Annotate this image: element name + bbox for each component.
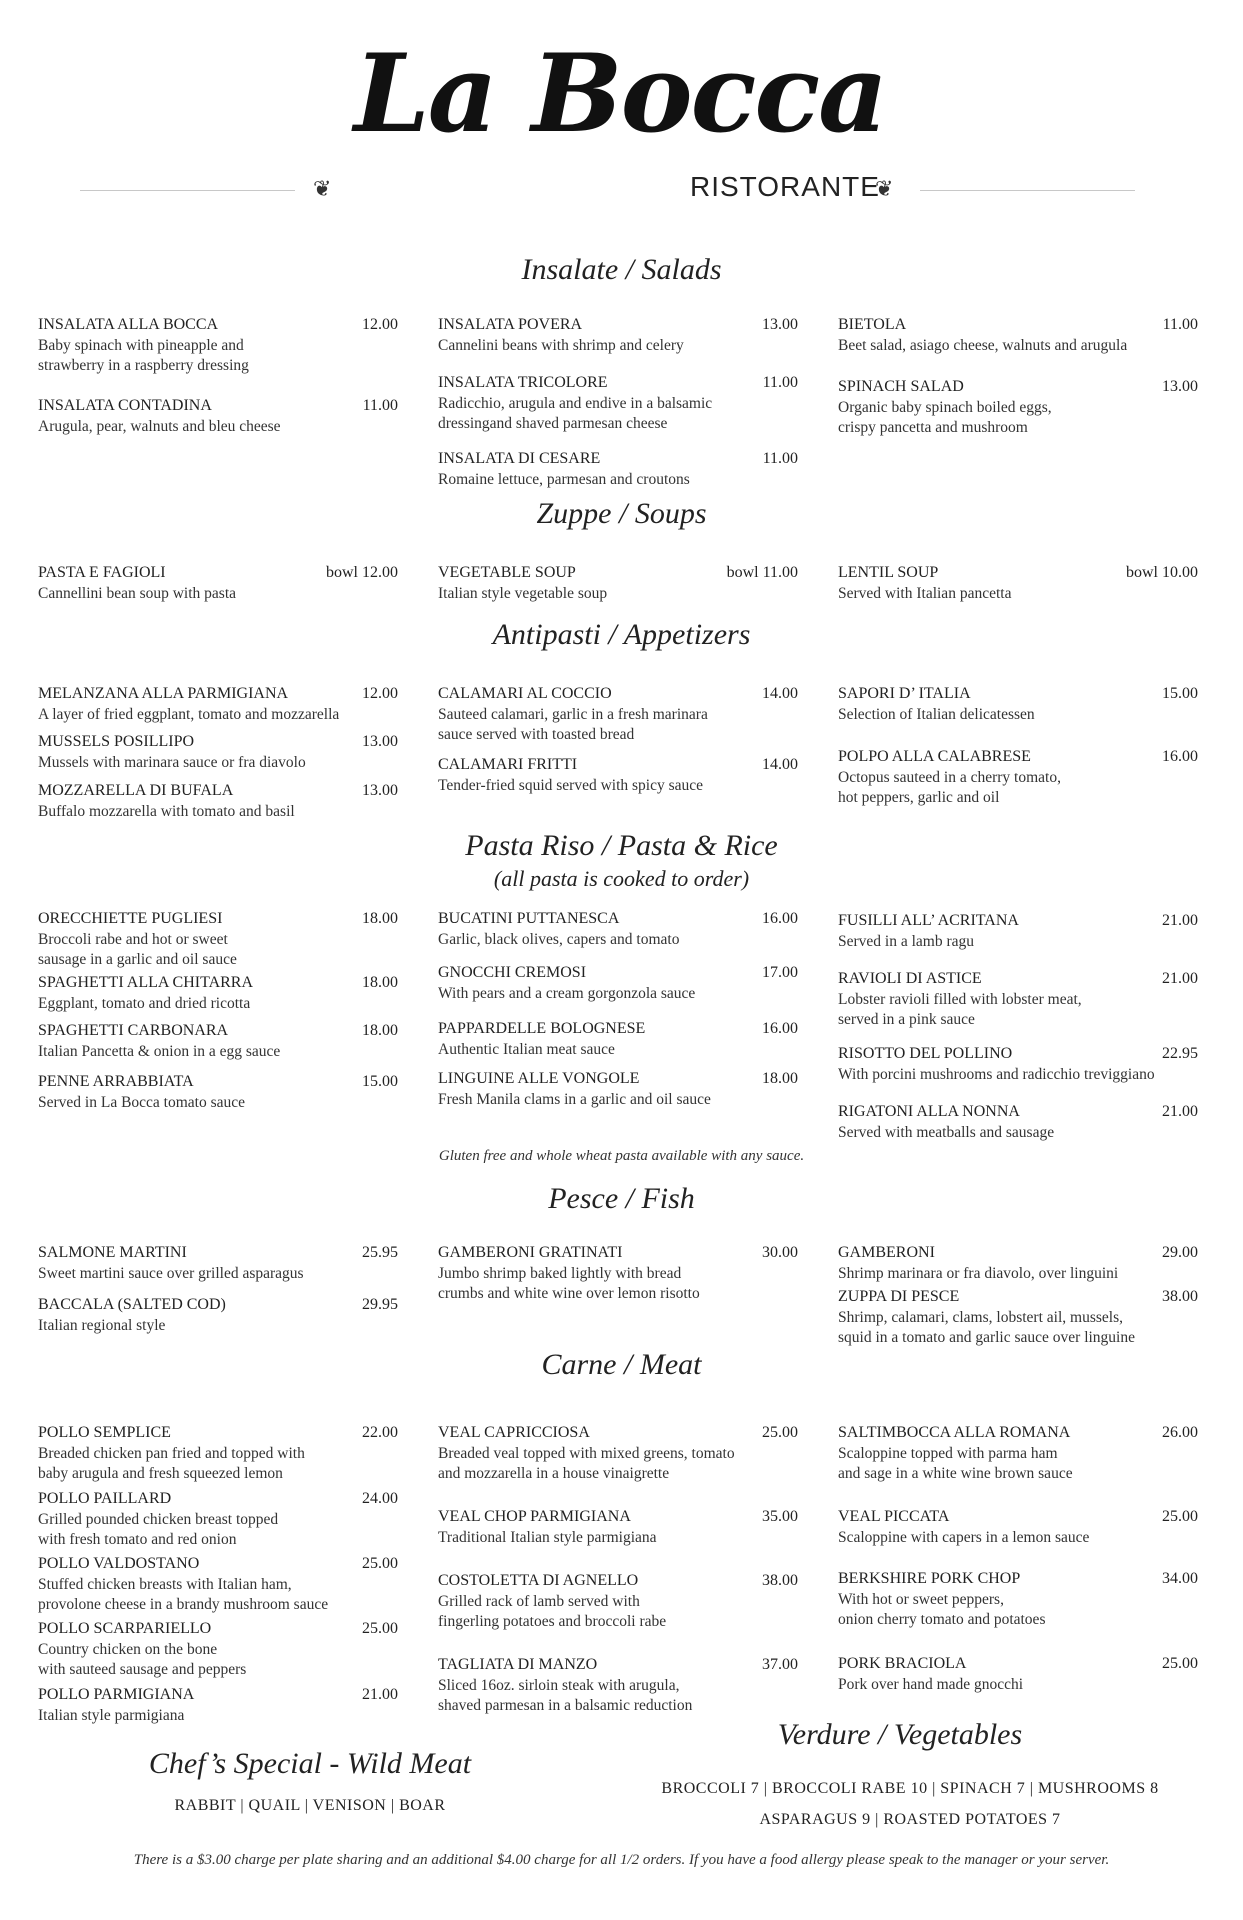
menu-item-description: Breaded chicken pan fried and topped with [38, 1445, 305, 1462]
menu-item-name: CALAMARI FRITTI [438, 756, 578, 773]
header-divider-left [80, 190, 295, 191]
menu-item-price: 11.00 [762, 374, 798, 391]
menu-item-header [438, 910, 798, 930]
menu-item-price: 21.00 [1162, 912, 1198, 929]
menu-item-name: MUSSELS POSILLIPO [38, 733, 195, 750]
menu-item-header [438, 1572, 798, 1592]
menu-item-header [838, 1570, 1198, 1590]
menu-item-header [438, 756, 798, 776]
chef-special-items: RABBIT | QUAIL | VENISON | BOAR [174, 1797, 446, 1814]
menu-item-name: BACCALA (SALTED COD) [38, 1296, 226, 1313]
menu-item [38, 564, 398, 604]
menu-item [838, 1288, 1198, 1348]
menu-item-name: FUSILLI ALL’ ACRITANA [838, 912, 1019, 929]
menu-item-header [38, 1022, 398, 1042]
menu-item-description: Pork over hand made gnocchi [838, 1676, 1024, 1693]
menu-item-header [438, 1020, 798, 1040]
menu-item-description: Authentic Italian meat sauce [438, 1041, 615, 1058]
menu-item-header [838, 564, 1198, 584]
menu-item-header [38, 1424, 398, 1444]
menu-item-header [38, 974, 398, 994]
menu-item [38, 1022, 398, 1062]
menu-item-header [838, 378, 1198, 398]
menu-item-description: With hot or sweet peppers, [838, 1591, 1004, 1608]
menu-item-price: 13.00 [1162, 378, 1198, 395]
vegetables-line-2: ASPARAGUS 9 | ROASTED POTATOES 7 [759, 1811, 1061, 1828]
menu-item [38, 1686, 398, 1726]
section-subtitle-pasta: (all pasta is cooked to order) [493, 866, 750, 891]
menu-item-description: Romaine lettuce, parmesan and croutons [438, 471, 690, 488]
header-divider-right [920, 190, 1135, 191]
menu-item-price: 18.00 [362, 974, 398, 991]
menu-item-price: 25.00 [1162, 1508, 1198, 1525]
menu-item-price: 15.00 [1162, 685, 1198, 702]
menu-item-header [838, 1288, 1198, 1308]
menu-item-header [38, 316, 398, 336]
menu-item-description: Jumbo shrimp baked lightly with bread [438, 1265, 682, 1282]
menu-item-price: 25.00 [1162, 1655, 1198, 1672]
menu-item-header [838, 912, 1198, 932]
menu-item-description: Cannellini bean soup with pasta [38, 585, 237, 602]
menu-item-name: BUCATINI PUTTANESCA [438, 910, 620, 927]
menu-item-header [38, 733, 398, 753]
menu-item-description: Sliced 16oz. sirloin steak with arugula, [438, 1677, 680, 1694]
menu-item-description: Cannelini beans with shrimp and celery [438, 337, 684, 354]
menu-item-name: PASTA E FAGIOLI [38, 564, 166, 581]
menu-item-name: LINGUINE ALLE VONGOLE [438, 1070, 640, 1087]
menu-item-description: Garlic, black olives, capers and tomato [438, 931, 680, 948]
menu-item-description: Traditional Italian style parmigiana [438, 1529, 657, 1546]
section-title-meat: Carne / Meat [541, 1348, 702, 1381]
menu-item-name: POLLO PAILLARD [38, 1490, 172, 1507]
menu-header [0, 0, 1243, 215]
menu-item-name: POLLO SEMPLICE [38, 1424, 171, 1441]
menu-item-description: sauce served with toasted bread [438, 726, 635, 743]
flourish-left-icon: ❦ [313, 176, 332, 201]
menu-item-price: 11.00 [362, 397, 398, 414]
menu-item-description: shaved parmesan in a balsamic reduction [438, 1697, 693, 1714]
menu-item-description: Italian Pancetta & onion in a egg sauce [38, 1043, 281, 1060]
menu-item-price: 18.00 [362, 910, 398, 927]
menu-item [38, 1073, 398, 1113]
menu-item [438, 756, 798, 796]
menu-item-description: Stuffed chicken breasts with Italian ham, [38, 1576, 292, 1593]
menu-item-price: 25.00 [362, 1555, 398, 1572]
menu-item-description: Scaloppine topped with parma ham [838, 1445, 1058, 1462]
menu-item-description: baby arugula and fresh squeezed lemon [38, 1465, 283, 1482]
menu-item-name: BIETOLA [838, 316, 907, 333]
menu-item-description: Grilled rack of lamb served with [438, 1593, 640, 1610]
menu-item-header [838, 1424, 1198, 1444]
menu-item-price: 15.00 [362, 1073, 398, 1090]
menu-item-description: crispy pancetta and mushroom [838, 419, 1028, 436]
menu-item-price: 14.00 [762, 685, 798, 702]
menu-item-description: Sweet martini sauce over grilled asparagus [38, 1265, 304, 1282]
menu-item-description: and mozzarella in a house vinaigrette [438, 1465, 670, 1482]
menu-item-name: SPAGHETTI CARBONARA [38, 1022, 229, 1039]
menu-item-description: Eggplant, tomato and dried ricotta [38, 995, 251, 1012]
menu-item-name: SAPORI D’ ITALIA [838, 685, 971, 702]
restaurant-logo: La Bocca [353, 31, 887, 157]
menu-item-description: and sage in a white wine brown sauce [838, 1465, 1073, 1482]
menu-item-price: 21.00 [1162, 1103, 1198, 1120]
menu-item-name: ZUPPA DI PESCE [838, 1288, 960, 1305]
menu-item-name: INSALATA ALLA BOCCA [38, 316, 219, 333]
menu-item-header [838, 748, 1198, 768]
menu-item-price: 25.00 [362, 1620, 398, 1637]
menu-item-header [838, 1103, 1198, 1123]
vegetables-title: Verdure / Vegetables [777, 1718, 1023, 1751]
menu-item [438, 1656, 798, 1716]
menu-item-description: sausage in a garlic and oil sauce [38, 951, 237, 968]
menu-item-description: Country chicken on the bone [38, 1641, 218, 1658]
menu-item [438, 564, 798, 604]
menu-item-price: 21.00 [362, 1686, 398, 1703]
menu-item-price: bowl 10.00 [1126, 564, 1198, 581]
menu-item-name: INSALATA POVERA [438, 316, 583, 333]
menu-item-description: Grilled pounded chicken breast topped [38, 1511, 279, 1528]
menu-item-name: VEAL CHOP PARMIGIANA [438, 1508, 631, 1525]
menu-item-header [438, 374, 798, 394]
menu-item-name: VEGETABLE SOUP [438, 564, 576, 581]
menu-item-price: 16.00 [762, 910, 798, 927]
menu-item [38, 397, 398, 437]
menu-item-header [838, 970, 1198, 990]
menu-item-header [38, 1244, 398, 1264]
menu-item-price: 17.00 [762, 964, 798, 981]
menu-item-price: 13.00 [362, 733, 398, 750]
menu-item-description: Broccoli rabe and hot or sweet [38, 931, 228, 948]
menu-item-name: MELANZANA ALLA PARMIGIANA [38, 685, 289, 702]
menu-item-price: 11.00 [762, 450, 798, 467]
menu-item-description: Served with Italian pancetta [838, 585, 1012, 602]
menu-item [838, 1570, 1198, 1630]
menu-item [438, 910, 798, 950]
menu-item-header [838, 1244, 1198, 1264]
menu-item-description: Breaded veal topped with mixed greens, tomato [438, 1445, 735, 1462]
menu-item-name: POLLO PARMIGIANA [38, 1686, 195, 1703]
menu-item-name: INSALATA DI CESARE [438, 450, 601, 467]
menu-item-description: Buffalo mozzarella with tomato and basil [38, 803, 295, 820]
menu-item-price: 38.00 [1162, 1288, 1198, 1305]
menu-item-description: Scaloppine with capers in a lemon sauce [838, 1529, 1090, 1546]
menu-item-header [38, 1073, 398, 1093]
menu-item [38, 685, 398, 725]
menu-item-header [438, 450, 798, 470]
menu-item [838, 1244, 1198, 1284]
menu-item [38, 1244, 398, 1284]
menu-item-header [38, 1620, 398, 1640]
menu-item [438, 685, 798, 745]
menu-item-header [438, 316, 798, 336]
menu-item [438, 1070, 798, 1110]
flourish-right-icon: ❦ [875, 176, 894, 201]
menu-item-name: VEAL PICCATA [838, 1508, 950, 1525]
menu-item-description: Fresh Manila clams in a garlic and oil sauce [438, 1091, 711, 1108]
menu-item-description: Served in La Bocca tomato sauce [38, 1094, 246, 1111]
menu-item-price: 13.00 [762, 316, 798, 333]
menu-item-name: TAGLIATA DI MANZO [438, 1656, 598, 1673]
menu-item-price: 16.00 [1162, 748, 1198, 765]
pasta-note: Gluten free and whole wheat pasta available with any sauce. [438, 1148, 805, 1164]
menu-item-header [38, 1555, 398, 1575]
vegetables-line-1: BROCCOLI 7 | BROCCOLI RABE 10 | SPINACH 7 | MUSHROOMS 8 [661, 1780, 1159, 1797]
menu-item-header [838, 316, 1198, 336]
menu-item-description: Organic baby spinach boiled eggs, [838, 399, 1052, 416]
menu-item-price: 18.00 [762, 1070, 798, 1087]
menu-item-price: 37.00 [762, 1656, 798, 1673]
menu-item-description: With pears and a cream gorgonzola sauce [438, 985, 696, 1002]
menu-item-name: POLPO ALLA CALABRESE [838, 748, 1031, 765]
section-title-soups: Zuppe / Soups [536, 497, 707, 530]
menu-item-description: Baby spinach with pineapple and [38, 337, 244, 354]
menu-item [38, 910, 398, 970]
menu-item-description: fingerling potatoes and broccoli rabe [438, 1613, 667, 1630]
menu-item [38, 1620, 398, 1680]
menu-item-header [438, 1244, 798, 1264]
menu-item-name: INSALATA TRICOLORE [438, 374, 608, 391]
menu-item-price: 29.95 [362, 1296, 398, 1313]
menu-item-description: Italian style parmigiana [38, 1707, 185, 1724]
menu-item-header [38, 1490, 398, 1510]
menu-item-description: Served in a lamb ragu [838, 933, 975, 950]
menu-item [438, 374, 798, 434]
chef-special-title: Chef’s Special - Wild Meat [148, 1747, 472, 1780]
menu-item-description: Radicchio, arugula and endive in a balsamic [438, 395, 713, 412]
menu-item-price: 34.00 [1162, 1570, 1198, 1587]
menu-item-price: 18.00 [362, 1022, 398, 1039]
menu-item-name: VEAL CAPRICCIOSA [438, 1424, 590, 1441]
menu-item [438, 964, 798, 1004]
menu-item [838, 1424, 1198, 1484]
menu-item [838, 1045, 1198, 1085]
menu-item-price: 22.00 [362, 1424, 398, 1441]
menu-item [38, 733, 398, 773]
menu-item [838, 564, 1198, 604]
menu-item [438, 1508, 798, 1548]
menu-item-header [838, 1655, 1198, 1675]
menu-item-name: CALAMARI AL COCCIO [438, 685, 612, 702]
menu-item-price: 24.00 [362, 1490, 398, 1507]
menu-item-header [38, 1296, 398, 1316]
menu-item-name: RAVIOLI DI ASTICE [838, 970, 982, 987]
section-title-pasta: Pasta Riso / Pasta & Rice [465, 829, 778, 862]
menu-item-price: 22.95 [1162, 1045, 1198, 1062]
menu-item-description: Arugula, pear, walnuts and bleu cheese [38, 418, 281, 435]
menu-item-header [38, 564, 398, 584]
menu-item [438, 1020, 798, 1060]
menu-item-header [438, 1508, 798, 1528]
menu-item [38, 316, 398, 376]
menu-item-description: Selection of Italian delicatessen [838, 706, 1035, 723]
menu-item-description: hot peppers, garlic and oil [838, 789, 1000, 806]
menu-item-description: Italian regional style [38, 1317, 166, 1334]
menu-item-name: SPAGHETTI ALLA CHITARRA [38, 974, 254, 991]
menu-item-price: 35.00 [762, 1508, 798, 1525]
menu-item-name: POLLO SCARPARIELLO [38, 1620, 212, 1637]
menu-item [438, 316, 798, 356]
menu-item [838, 685, 1198, 725]
menu-item-name: RISOTTO DEL POLLINO [838, 1045, 1013, 1062]
menu-item [438, 1572, 798, 1632]
menu-item-name: SALTIMBOCCA ALLA ROMANA [838, 1424, 1071, 1441]
menu-item-description: Sauteed calamari, garlic in a fresh marinara [438, 706, 708, 723]
menu-item-name: COSTOLETTA DI AGNELLO [438, 1572, 639, 1589]
menu-item-header [38, 782, 398, 802]
restaurant-logo-subtitle: RISTORANTE [690, 171, 880, 202]
menu-item-price: 25.95 [362, 1244, 398, 1261]
menu-item [838, 1103, 1198, 1143]
menu-item-header [438, 685, 798, 705]
menu-item-name: SALMONE MARTINI [38, 1244, 187, 1261]
menu-item-description: onion cherry tomato and potatoes [838, 1611, 1046, 1628]
menu-item-name: PORK BRACIOLA [838, 1655, 967, 1672]
menu-item-price: 14.00 [762, 756, 798, 773]
menu-item [838, 748, 1198, 808]
menu-item [38, 1296, 398, 1336]
menu-item [838, 1508, 1198, 1548]
menu-item-price: 12.00 [362, 685, 398, 702]
menu-item-name: INSALATA CONTADINA [38, 397, 212, 414]
menu-item-description: Lobster ravioli filled with lobster meat, [838, 991, 1082, 1008]
menu-item-description: crumbs and white wine over lemon risotto [438, 1285, 700, 1302]
menu-item-header [38, 910, 398, 930]
menu-item-price: 26.00 [1162, 1424, 1198, 1441]
menu-item-price: 16.00 [762, 1020, 798, 1037]
menu-item-price: bowl 11.00 [726, 564, 798, 581]
section-title-fish: Pesce / Fish [548, 1182, 695, 1215]
menu-item [438, 1424, 798, 1484]
menu-item-name: GAMBERONI GRATINATI [438, 1244, 623, 1261]
menu-item-price: 11.00 [1162, 316, 1198, 333]
menu-item-price: 25.00 [762, 1424, 798, 1441]
menu-item-description: Italian style vegetable soup [438, 585, 608, 602]
menu-item-header [838, 1045, 1198, 1065]
menu-item [438, 450, 798, 490]
footer-note: There is a $3.00 charge per plate sharing and an additional $4.00 charge for all 1/2 orders. If you have a food allergy please speak to the manager or your server. [133, 1852, 1110, 1868]
menu-item-description: squid in a tomato and garlic sauce over linguine [838, 1329, 1135, 1346]
menu-item-description: Octopus sauteed in a cherry tomato, [838, 769, 1061, 786]
menu-item-header [838, 685, 1198, 705]
menu-item-header [438, 1424, 798, 1444]
menu-item-header [438, 564, 798, 584]
menu-item [838, 1655, 1198, 1695]
menu-item-price: bowl 12.00 [326, 564, 398, 581]
menu-item [38, 1490, 398, 1550]
menu-item-name: GNOCCHI CREMOSI [438, 964, 587, 981]
menu-item-name: ORECCHIETTE PUGLIESI [38, 910, 223, 927]
menu-item [438, 1244, 798, 1304]
section-title-salads: Insalate / Salads [521, 253, 722, 286]
menu-item [838, 970, 1198, 1030]
menu-item-name: PENNE ARRABBIATA [38, 1073, 194, 1090]
menu-item-description: served in a pink sauce [838, 1011, 975, 1028]
menu-item-header [838, 1508, 1198, 1528]
menu-item-price: 30.00 [762, 1244, 798, 1261]
menu-item-description: With porcini mushrooms and radicchio treviggiano [838, 1066, 1155, 1083]
menu-item-header [438, 964, 798, 984]
menu-item [838, 912, 1198, 952]
menu-item-description: Shrimp marinara or fra diavolo, over linguini [838, 1265, 1119, 1282]
menu-item-price: 12.00 [362, 316, 398, 333]
section-title-appetizers: Antipasti / Appetizers [492, 618, 751, 651]
menu-item-price: 21.00 [1162, 970, 1198, 987]
menu-item-header [38, 1686, 398, 1706]
menu-item-description: with sauteed sausage and peppers [38, 1661, 247, 1678]
menu-item-name: BERKSHIRE PORK CHOP [838, 1570, 1021, 1587]
menu-item-header [438, 1656, 798, 1676]
menu-item-price: 29.00 [1162, 1244, 1198, 1261]
menu-item-name: POLLO VALDOSTANO [38, 1555, 200, 1572]
menu-item-name: MOZZARELLA DI BUFALA [38, 782, 234, 799]
menu-item-description: A layer of fried eggplant, tomato and mozzarella [38, 706, 340, 723]
menu-item-description: dressingand shaved parmesan cheese [438, 415, 668, 432]
menu-item-header [38, 685, 398, 705]
menu-item-name: LENTIL SOUP [838, 564, 939, 581]
menu-item [838, 378, 1198, 438]
menu-item-description: Beet salad, asiago cheese, walnuts and arugula [838, 337, 1128, 354]
menu-item-description: Served with meatballs and sausage [838, 1124, 1055, 1141]
menu-item [838, 316, 1198, 356]
menu-item-name: SPINACH SALAD [838, 378, 964, 395]
menu-item-description: provolone cheese in a brandy mushroom sauce [38, 1596, 329, 1613]
menu-item [38, 1555, 398, 1615]
menu-item-description: Shrimp, calamari, clams, lobstert ail, mussels, [838, 1309, 1123, 1326]
menu-item-name: GAMBERONI [838, 1244, 935, 1261]
menu-item-description: Tender-fried squid served with spicy sauce [438, 777, 704, 794]
menu-item-name: PAPPARDELLE BOLOGNESE [438, 1020, 646, 1037]
menu-item-description: Mussels with marinara sauce or fra diavolo [38, 754, 306, 771]
menu-item-name: RIGATONI ALLA NONNA [838, 1103, 1020, 1120]
menu-item-header [438, 1070, 798, 1090]
menu-item [38, 974, 398, 1014]
menu-item [38, 782, 398, 822]
menu-item-description: strawberry in a raspberry dressing [38, 357, 249, 374]
menu-item-description: with fresh tomato and red onion [38, 1531, 237, 1548]
menu-item [38, 1424, 398, 1484]
menu-item-price: 13.00 [362, 782, 398, 799]
menu-item-header [38, 397, 398, 417]
menu-item-price: 38.00 [762, 1572, 798, 1589]
